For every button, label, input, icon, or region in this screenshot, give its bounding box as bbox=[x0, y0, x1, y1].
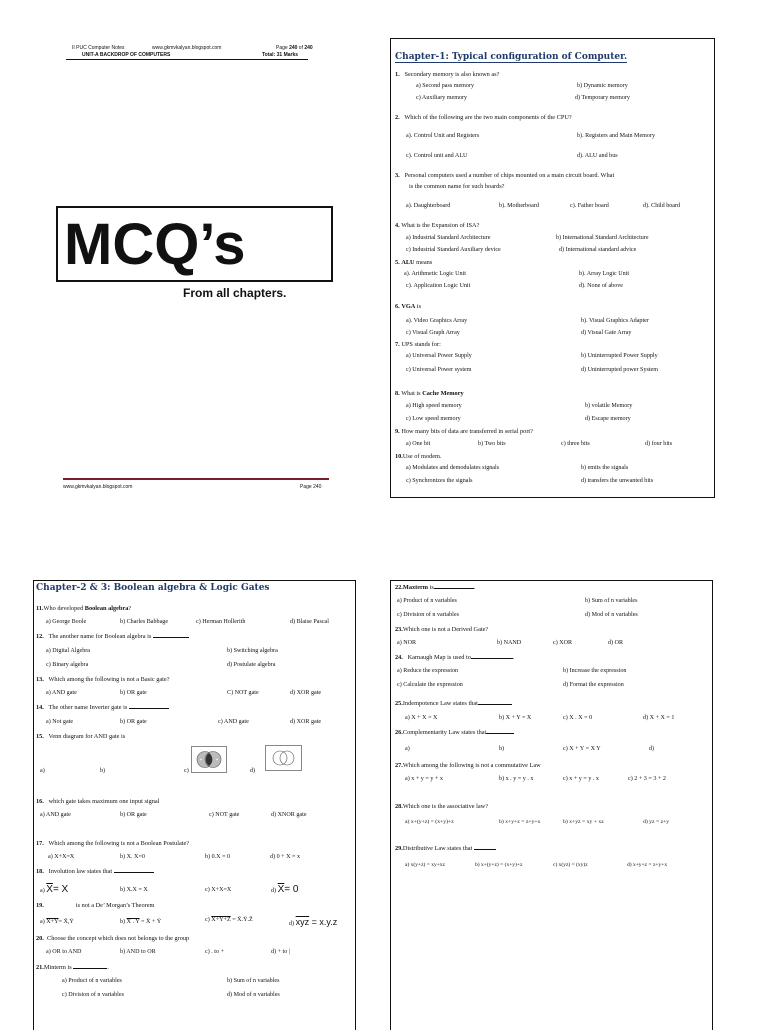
question-25 bbox=[395, 700, 512, 707]
q8-bold: Cache Memory bbox=[422, 390, 464, 397]
q4-option-d: d) International standard advice bbox=[559, 247, 637, 253]
q18-blank bbox=[114, 872, 154, 873]
chapter3-panel bbox=[390, 580, 713, 1030]
q18-option-c: c) X+X=X bbox=[205, 887, 232, 893]
q15-option-a: a) bbox=[40, 768, 45, 774]
q29-option-c: c) x(yz) = (xy)z bbox=[553, 862, 588, 868]
q6-option-a: a). Video Graphics Array bbox=[406, 318, 468, 324]
question-7 bbox=[395, 341, 441, 348]
question-8 bbox=[395, 390, 464, 397]
q19-number: 19. bbox=[36, 902, 44, 909]
footer-site: www.gkmvkalyan.blogspot.com bbox=[63, 484, 133, 490]
q15-option-b: b) bbox=[100, 768, 106, 774]
q2-option-a: a). Control Unit and Registers bbox=[406, 133, 480, 139]
question-13 bbox=[36, 676, 170, 683]
q12-option-b: b) Switching algebra bbox=[227, 648, 278, 654]
q11-end: ? bbox=[128, 605, 132, 612]
q3-number: 3. bbox=[395, 172, 400, 179]
q28-option-d: d) yz = z+y bbox=[643, 819, 670, 825]
q3-option-a: a). Daughterboard bbox=[406, 203, 451, 209]
q3-option-b: b). Motherboard bbox=[499, 203, 539, 209]
q16-number: 16. bbox=[36, 798, 44, 805]
q12-option-a: a) Digital Algebra bbox=[46, 648, 90, 654]
q16-option-a: a) AND gate bbox=[40, 812, 71, 818]
question-27 bbox=[395, 762, 541, 769]
q11-bold: Boolean algebra bbox=[84, 605, 129, 612]
q16-option-b: b) OR gate bbox=[120, 812, 147, 818]
q13-option-a: a) AND gate bbox=[46, 690, 77, 696]
question-16 bbox=[36, 798, 159, 805]
q18-option-b: b) X.X = X bbox=[120, 887, 148, 893]
q18-d-symbol: $\overline{X}$ bbox=[277, 884, 285, 895]
q24-option-a: a) Reduce the expression bbox=[397, 668, 459, 674]
q21-option-d: d) Mod of n variables bbox=[227, 992, 280, 998]
q23-text: Which one is not a Derived Gate? bbox=[402, 626, 489, 633]
q24-blank bbox=[471, 658, 513, 659]
q25-option-a: a) X + X = X bbox=[405, 715, 438, 721]
q3-text-line2: is the common name for such boards? bbox=[409, 183, 505, 190]
q26-option-c: c) X + Y = X Y bbox=[563, 746, 601, 752]
q8-text: What is bbox=[401, 390, 423, 397]
q29-text: Distributive Law states that bbox=[402, 845, 473, 852]
q15-number: 15. bbox=[36, 733, 44, 740]
q5-option-d: d). None of above bbox=[579, 283, 623, 289]
q13-option-c: C) NOT gate bbox=[227, 690, 259, 696]
venn-diagram-d bbox=[265, 745, 302, 771]
q19-c-rest: = X̄.Ȳ.Z̄ bbox=[230, 917, 253, 923]
q18-a-symbol: $\overline{X}$ bbox=[46, 884, 53, 895]
q20-number: 20. bbox=[36, 935, 44, 942]
q1-text: Secondary memory is also known as? bbox=[404, 71, 500, 78]
q11-option-d: d) Blaise Pascal bbox=[290, 619, 329, 625]
q5-option-a: a). Arithmetic Logic Unit bbox=[404, 271, 466, 277]
q13-option-b: b) OR gate bbox=[120, 690, 147, 696]
q24-option-c: c) Calculate the expression bbox=[397, 682, 463, 688]
q9-option-d: d) four bits bbox=[645, 441, 673, 447]
q11-number: 11. bbox=[36, 605, 44, 612]
question-23 bbox=[395, 626, 488, 633]
question-4 bbox=[395, 222, 479, 229]
q20-option-d: d) + to | bbox=[271, 949, 291, 955]
question-21: 21.Minterm is . bbox=[36, 964, 109, 971]
q23-option-a: a) NOR bbox=[397, 640, 417, 646]
q22-option-b: b) Sum of n variables bbox=[585, 598, 638, 604]
q13-number: 13. bbox=[36, 676, 44, 683]
q17-text: Which among the following is not a Boolean Postulate? bbox=[48, 840, 190, 847]
footer-rule bbox=[63, 478, 329, 480]
q28-number: 28. bbox=[395, 803, 403, 810]
q29-blank bbox=[474, 849, 496, 850]
q10-option-a: a) Modulates and demodulates signals bbox=[406, 465, 500, 471]
cover-title: MCQ’s bbox=[64, 212, 246, 277]
header-marks: Total: 31 Marks bbox=[262, 52, 299, 58]
venn-circles-icon bbox=[266, 746, 301, 770]
q26-option-a: a) bbox=[405, 746, 410, 752]
q26-option-b: b) bbox=[499, 746, 505, 752]
q8-number: 8. bbox=[395, 390, 400, 397]
q5-number: 5. bbox=[395, 259, 400, 266]
q16-option-d: d) XNOR gate bbox=[271, 812, 307, 818]
q29-option-d: d) x+y+z = z+y+x bbox=[627, 862, 668, 868]
q1-option-d: d) Temporary memory bbox=[575, 95, 630, 101]
q24-option-b: b) Increase the expression bbox=[563, 668, 627, 674]
q25-option-d: d) X + X = 1 bbox=[643, 715, 675, 721]
question-5 bbox=[395, 259, 432, 266]
q25-blank bbox=[478, 704, 512, 705]
q17-number: 17. bbox=[36, 840, 44, 847]
q27-option-a: a) x + y = y + x bbox=[405, 776, 443, 782]
header-page-num: 240 bbox=[289, 45, 298, 51]
question-10 bbox=[395, 453, 442, 460]
q10-option-d: d) transfers the unwanted bits bbox=[581, 478, 654, 484]
q7-option-d: d) Uninterrupted power System bbox=[581, 367, 659, 373]
question-6 bbox=[395, 303, 421, 310]
q16-option-c: c) NOT gate bbox=[209, 812, 240, 818]
q6-option-d: d) Visual Gate Array bbox=[581, 330, 632, 336]
q19-b-overline: X . Y bbox=[126, 919, 140, 925]
q4-option-b: b) International Standard Architecture bbox=[556, 235, 649, 241]
q19-option-d bbox=[289, 917, 337, 927]
q20-option-c: c) . to + bbox=[205, 949, 225, 955]
q18-a-label: a) bbox=[40, 888, 47, 894]
header-page-prefix: Page bbox=[276, 45, 290, 51]
q12-number: 12. bbox=[36, 633, 44, 640]
q25-number: 25. bbox=[395, 700, 403, 707]
venn-diagram-c bbox=[191, 746, 227, 773]
q4-option-c: c) Industrial Standard Auxiliary device bbox=[406, 247, 501, 253]
q7-option-c: c) Universal Power system bbox=[406, 367, 472, 373]
header-unit: UNIT-A BACKDROP OF COMPUTERS bbox=[82, 52, 171, 58]
q4-number: 4. bbox=[395, 222, 400, 229]
q18-a-rest: = X bbox=[52, 884, 69, 895]
q15-option-d: d) bbox=[250, 768, 256, 774]
q20-text: Choose the concept which does not belongs to the group bbox=[47, 935, 190, 942]
question-3 bbox=[395, 172, 614, 179]
q22-option-d: d) Mod of n variables bbox=[585, 612, 638, 618]
q1-number: 1. bbox=[395, 71, 400, 78]
q18-text: Involution law states that bbox=[48, 868, 113, 875]
q8-option-d: d) Escape memory bbox=[585, 416, 631, 422]
q18-d-rest: = 0 bbox=[284, 884, 299, 895]
q24-number: 24. bbox=[395, 654, 403, 661]
q19-d-overline: $\overline{xyz}$ bbox=[295, 917, 310, 927]
q13-text: Which among the following is not a Basic gate? bbox=[48, 676, 170, 683]
q23-option-b: b) NAND bbox=[497, 640, 522, 646]
q10-number: 10. bbox=[395, 453, 403, 460]
cover-title-box bbox=[56, 206, 333, 282]
q22-number: 22. bbox=[395, 584, 403, 591]
q10-option-c: c) Synchronizes the signals bbox=[406, 478, 473, 484]
q26-option-d: d) bbox=[649, 746, 655, 752]
q28-option-a: a) x+(y+z) = (x+y)+z bbox=[405, 819, 454, 825]
q4-text: What is the Expansion of ISA? bbox=[401, 222, 480, 229]
chapter1-panel bbox=[390, 38, 715, 498]
question-15 bbox=[36, 733, 125, 740]
q19-d-rest: = x.y.z bbox=[309, 917, 338, 927]
q27-text: Which among the following is not a commutative Law bbox=[402, 762, 541, 769]
q22-text: is bbox=[428, 584, 434, 591]
header-page-total: 240 bbox=[304, 45, 313, 51]
q7-option-b: b) Uninterrupted Power Supply bbox=[581, 353, 658, 359]
q1-option-a: a) Second pass memory bbox=[416, 83, 475, 89]
q3-option-d: d). Child board bbox=[643, 203, 681, 209]
q23-number: 23. bbox=[395, 626, 403, 633]
q21-number: 21. bbox=[36, 964, 44, 971]
question-1 bbox=[395, 71, 499, 78]
q21-option-c: c) Division of n variables bbox=[62, 992, 124, 998]
q17-option-a: a) X+X=X bbox=[48, 854, 75, 860]
header-notes-title: II PUC Computer Notes bbox=[72, 45, 125, 51]
q25-option-c: c) X . X = 0 bbox=[563, 715, 593, 721]
q18-d-label: d) bbox=[271, 888, 278, 894]
q21-option-a: a) Product of n variables bbox=[62, 978, 122, 984]
q29-option-b: b) x+(y+z) = (x+y)+z bbox=[475, 862, 523, 868]
q7-option-a: a) Universal Power Supply bbox=[406, 353, 472, 359]
q16-text: which gate takes maximum one input signal bbox=[48, 798, 160, 805]
chapter2-title: Chapter-2 & 3: Boolean algebra & Logic Gates bbox=[36, 583, 270, 593]
question-24: 24. Karnaugh Map is used to . bbox=[395, 654, 515, 661]
q15-text: Venn diagram for AND gate is bbox=[48, 733, 126, 740]
q26-text: Complementarity Law states that bbox=[402, 729, 487, 736]
q14-option-c: c) AND gate bbox=[218, 719, 249, 725]
q26-number: 26. bbox=[395, 729, 403, 736]
question-11 bbox=[36, 605, 131, 612]
venn-and-icon bbox=[192, 747, 226, 772]
question-20 bbox=[36, 935, 189, 942]
q9-option-c: c) three bits bbox=[561, 441, 590, 447]
q12-blank bbox=[153, 637, 189, 638]
q15-option-c: c) bbox=[184, 768, 189, 774]
question-17 bbox=[36, 840, 189, 847]
q5-option-b: b). Array Logic Unit bbox=[579, 271, 630, 277]
q2-option-b: b). Registers and Main Memory bbox=[577, 133, 656, 139]
q12-text: The another name for Boolean algebra is bbox=[48, 633, 152, 640]
question-9 bbox=[395, 428, 533, 435]
q25-text: Indempotence Law states that bbox=[402, 700, 478, 707]
q6-option-c: c) Visual Graph Array bbox=[406, 330, 460, 336]
cover-subtitle: From all chapters. bbox=[183, 286, 287, 300]
q24-option-d: d) Format the expression bbox=[563, 682, 624, 688]
q7-text: UPS stands for: bbox=[401, 341, 441, 348]
q20-option-b: b) AND to OR bbox=[120, 949, 156, 955]
q1-option-b: b) Dynamic memory bbox=[577, 83, 628, 89]
header-page bbox=[276, 45, 313, 51]
q2-option-c: c). Control unit and ALU bbox=[406, 153, 468, 159]
header-site: www.gkmvkalyan.blogspot.com bbox=[152, 45, 222, 51]
q1-option-c: c) Auxiliary memory bbox=[416, 95, 468, 101]
q24-text: Karnaugh Map is used to bbox=[407, 654, 471, 661]
q14-number: 14. bbox=[36, 704, 44, 711]
q23-option-d: d) OR bbox=[608, 640, 624, 646]
q28-option-c: b) x+yz = xy + xz bbox=[563, 819, 604, 825]
question-19 bbox=[36, 902, 154, 909]
q5-text: means bbox=[414, 259, 433, 266]
q19-option-b bbox=[120, 919, 161, 925]
q12-option-c: c) Binary algebra bbox=[46, 662, 89, 668]
q9-option-a: a) One bit bbox=[406, 441, 431, 447]
header-rule bbox=[66, 59, 308, 60]
q27-number: 27. bbox=[395, 762, 403, 769]
q17-option-d: d) 0 + X = x bbox=[270, 854, 301, 860]
q25-option-b: b) X + Y = X bbox=[499, 715, 532, 721]
q11-text: Who developed bbox=[43, 605, 85, 612]
q19-a-rest: = X̄,Ȳ bbox=[58, 919, 74, 925]
q3-text-line1: Personal computers used a number of chips mounted on a main circuit board. What bbox=[404, 172, 615, 179]
q13-option-d: d) XOR gate bbox=[290, 690, 322, 696]
q19-b-label: b) bbox=[120, 919, 127, 925]
q2-option-d: d). ALU and bus bbox=[577, 153, 618, 159]
q19-option-a bbox=[40, 919, 74, 925]
q11-option-c: c) Herman Hollerith bbox=[196, 619, 246, 625]
q29-option-a: a) x(y+z) = xy+xz bbox=[405, 862, 445, 868]
q6-bold: VGA bbox=[401, 303, 416, 310]
q19-c-label: c) bbox=[205, 917, 212, 923]
q9-number: 9. bbox=[395, 428, 400, 435]
q14-text: The other name Inverter gate is bbox=[48, 704, 128, 711]
q22-option-a: a) Product of n variables bbox=[397, 598, 457, 604]
q20-option-a: a) OR to AND bbox=[46, 949, 82, 955]
question-14 bbox=[36, 704, 169, 711]
q19-c-overline: X+Y+Z bbox=[211, 917, 231, 923]
q18-option-d bbox=[271, 884, 298, 895]
question-22: 22.Maxterm is . bbox=[395, 584, 476, 591]
q22-option-c: c) Division of n variables bbox=[397, 612, 459, 618]
chapter1-title: Chapter-1: Typical configuration of Computer. bbox=[395, 52, 628, 62]
q21-option-b: b) Sum of n variables bbox=[227, 978, 280, 984]
q17-option-b: b) X. X=0 bbox=[120, 854, 145, 860]
q6-text: is bbox=[415, 303, 422, 310]
q11-option-a: a) George Boole bbox=[46, 619, 87, 625]
q11-option-b: b) Charles Babbage bbox=[120, 619, 169, 625]
q19-a-label: a) bbox=[40, 919, 47, 925]
q19-a-overline: X+Y bbox=[46, 919, 59, 925]
q4-option-a: a) Industrial Standard Architecture bbox=[406, 235, 491, 241]
q10-option-b: b) emits the signals bbox=[581, 465, 629, 471]
q8-option-b: b) volatile Memory bbox=[585, 403, 633, 409]
q9-text: How many bits of data are transferred in serial port? bbox=[401, 428, 533, 435]
q9-option-b: b) Two bits bbox=[478, 441, 506, 447]
q14-option-b: b) OR gate bbox=[120, 719, 147, 725]
q3-option-c: c). Father board bbox=[570, 203, 609, 209]
question-18 bbox=[36, 868, 154, 875]
q22-blank bbox=[434, 588, 474, 589]
q17-option-c: b) 0.X = 0 bbox=[205, 854, 231, 860]
q19-option-c bbox=[205, 917, 253, 923]
question-28 bbox=[395, 803, 488, 810]
q27-option-d: c) 2 + 3 = 3 + 2 bbox=[628, 776, 666, 782]
q29-number: 29. bbox=[395, 845, 403, 852]
question-2 bbox=[395, 114, 572, 121]
q2-number: 2. bbox=[395, 114, 400, 121]
header-page-of: of bbox=[297, 45, 305, 51]
question-29 bbox=[395, 845, 496, 852]
q14-blank bbox=[129, 708, 169, 709]
q19-d-label: d) bbox=[289, 921, 296, 927]
q5-bold: ALU bbox=[401, 259, 415, 266]
q27-option-c: c) x + y = y . x bbox=[563, 776, 599, 782]
question-12 bbox=[36, 633, 189, 640]
q14-option-d: d) XOR gate bbox=[290, 719, 322, 725]
q26-blank bbox=[486, 733, 514, 734]
q12-option-d: d) Postulate algebra bbox=[227, 662, 276, 668]
q21-blank bbox=[73, 968, 107, 969]
q10-text: Use of modem. bbox=[402, 453, 442, 460]
footer-page: Page 240 bbox=[300, 484, 322, 490]
q8-option-a: a) High speed memory bbox=[406, 403, 462, 409]
q8-option-c: c) Low speed memory bbox=[406, 416, 461, 422]
q28-text: Which one is the associative law? bbox=[402, 803, 489, 810]
q19-text: is not a De’ Morgan’s Theorem bbox=[75, 902, 155, 909]
q28-option-b: b) x+y+z = z+y+x bbox=[499, 819, 541, 825]
q18-option-a bbox=[40, 884, 68, 895]
q2-text: Which of the following are the two main components of the CPU? bbox=[404, 114, 572, 121]
q21-text: Minterm is bbox=[43, 964, 72, 971]
q14-option-a: a) Not gate bbox=[46, 719, 74, 725]
q6-option-b: b). Visual Graphics Adapter bbox=[581, 318, 649, 324]
q5-option-c: c). Application Logic Unit bbox=[406, 283, 471, 289]
q18-number: 18. bbox=[36, 868, 44, 875]
q27-option-b: b) x . y = y . x bbox=[499, 776, 534, 782]
q23-option-c: c) XOR bbox=[553, 640, 573, 646]
q6-number: 6. bbox=[395, 303, 400, 310]
question-26 bbox=[395, 729, 514, 736]
q19-b-rest: = X̄ + Ȳ bbox=[139, 919, 162, 925]
q7-number: 7. bbox=[395, 341, 400, 348]
q22-bold: Maxterm bbox=[402, 584, 429, 591]
chapter2-panel bbox=[33, 580, 356, 1030]
